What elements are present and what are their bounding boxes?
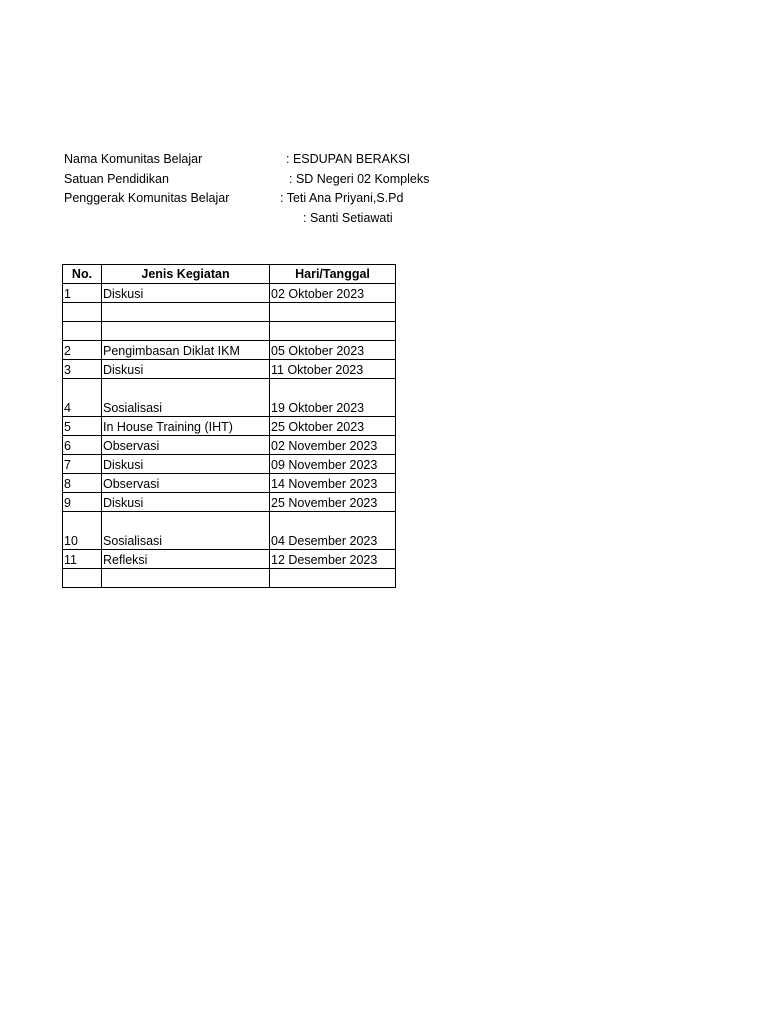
- table-row: [63, 512, 396, 550]
- header-no: No.: [63, 265, 102, 284]
- table-row: [63, 379, 396, 417]
- info-row-community-name: [64, 150, 411, 170]
- table-row: [63, 360, 396, 379]
- cell-jenis: Pengimbasan Diklat IKM: [102, 341, 270, 360]
- cell-tanggal: 12 Desember 2023: [270, 550, 396, 569]
- community-name-label: Nama Komunitas Belajar: [64, 152, 203, 166]
- cell-jenis: Diskusi: [102, 493, 270, 512]
- cell-tanggal: [270, 322, 396, 341]
- table-row: [63, 303, 396, 322]
- cell-jenis: Refleksi: [102, 550, 270, 569]
- table-row: [63, 417, 396, 436]
- cell-no: 6: [63, 436, 102, 455]
- cell-tanggal: 02 November 2023: [270, 436, 396, 455]
- cell-tanggal: 25 Oktober 2023: [270, 417, 396, 436]
- cell-jenis: [102, 569, 270, 588]
- cell-no: 5: [63, 417, 102, 436]
- info-row-facilitator-2: [64, 209, 397, 229]
- cell-no: 3: [63, 360, 102, 379]
- cell-jenis: Sosialisasi: [102, 512, 270, 550]
- cell-tanggal: [270, 303, 396, 322]
- cell-no: [63, 322, 102, 341]
- cell-jenis: In House Training (IHT): [102, 417, 270, 436]
- cell-jenis: Sosialisasi: [102, 379, 270, 417]
- cell-tanggal: 25 November 2023: [270, 493, 396, 512]
- cell-tanggal: 05 Oktober 2023: [270, 341, 396, 360]
- info-row-facilitator: [64, 189, 404, 209]
- header-hari-tanggal: Hari/Tanggal: [270, 265, 396, 284]
- cell-tanggal: 11 Oktober 2023: [270, 360, 396, 379]
- cell-no: 4: [63, 379, 102, 417]
- cell-tanggal: 14 November 2023: [270, 474, 396, 493]
- table-row: [63, 284, 396, 303]
- cell-no: 2: [63, 341, 102, 360]
- table-row: [63, 341, 396, 360]
- table-header-row: [63, 265, 396, 284]
- table-row: [63, 550, 396, 569]
- cell-jenis: [102, 322, 270, 341]
- table-row: [63, 455, 396, 474]
- cell-jenis: Diskusi: [102, 284, 270, 303]
- cell-tanggal: [270, 569, 396, 588]
- cell-no: 9: [63, 493, 102, 512]
- school-value: : SD Negeri 02 Kompleks: [289, 171, 430, 186]
- cell-no: 11: [63, 550, 102, 569]
- cell-tanggal: 19 Oktober 2023: [270, 379, 396, 417]
- info-row-school: [64, 170, 430, 190]
- cell-no: 8: [63, 474, 102, 493]
- table-row: [63, 569, 396, 588]
- community-info-block: [64, 150, 430, 228]
- table-row: [63, 474, 396, 493]
- header-jenis-kegiatan: Jenis Kegiatan: [102, 265, 270, 284]
- cell-jenis: Observasi: [102, 436, 270, 455]
- facilitator-label: Penggerak Komunitas Belajar: [64, 191, 230, 205]
- cell-jenis: Observasi: [102, 474, 270, 493]
- facilitator-2-value: : Santi Setiawati: [303, 210, 393, 225]
- cell-no: 1: [63, 284, 102, 303]
- cell-no: [63, 303, 102, 322]
- table-row: [63, 493, 396, 512]
- school-label: Satuan Pendidikan: [64, 171, 169, 186]
- cell-tanggal: 09 November 2023: [270, 455, 396, 474]
- cell-no: 10: [63, 512, 102, 550]
- cell-no: 7: [63, 455, 102, 474]
- community-name-value: : ESDUPAN BERAKSI: [286, 152, 411, 166]
- table-row: [63, 322, 396, 341]
- facilitator-value: : Teti Ana Priyani,S.Pd: [280, 191, 404, 205]
- cell-jenis: [102, 303, 270, 322]
- cell-no: [63, 569, 102, 588]
- cell-jenis: Diskusi: [102, 455, 270, 474]
- activity-schedule-table: [62, 264, 396, 588]
- table-row: [63, 436, 396, 455]
- cell-jenis: Diskusi: [102, 360, 270, 379]
- cell-tanggal: 04 Desember 2023: [270, 512, 396, 550]
- cell-tanggal: 02 Oktober 2023: [270, 284, 396, 303]
